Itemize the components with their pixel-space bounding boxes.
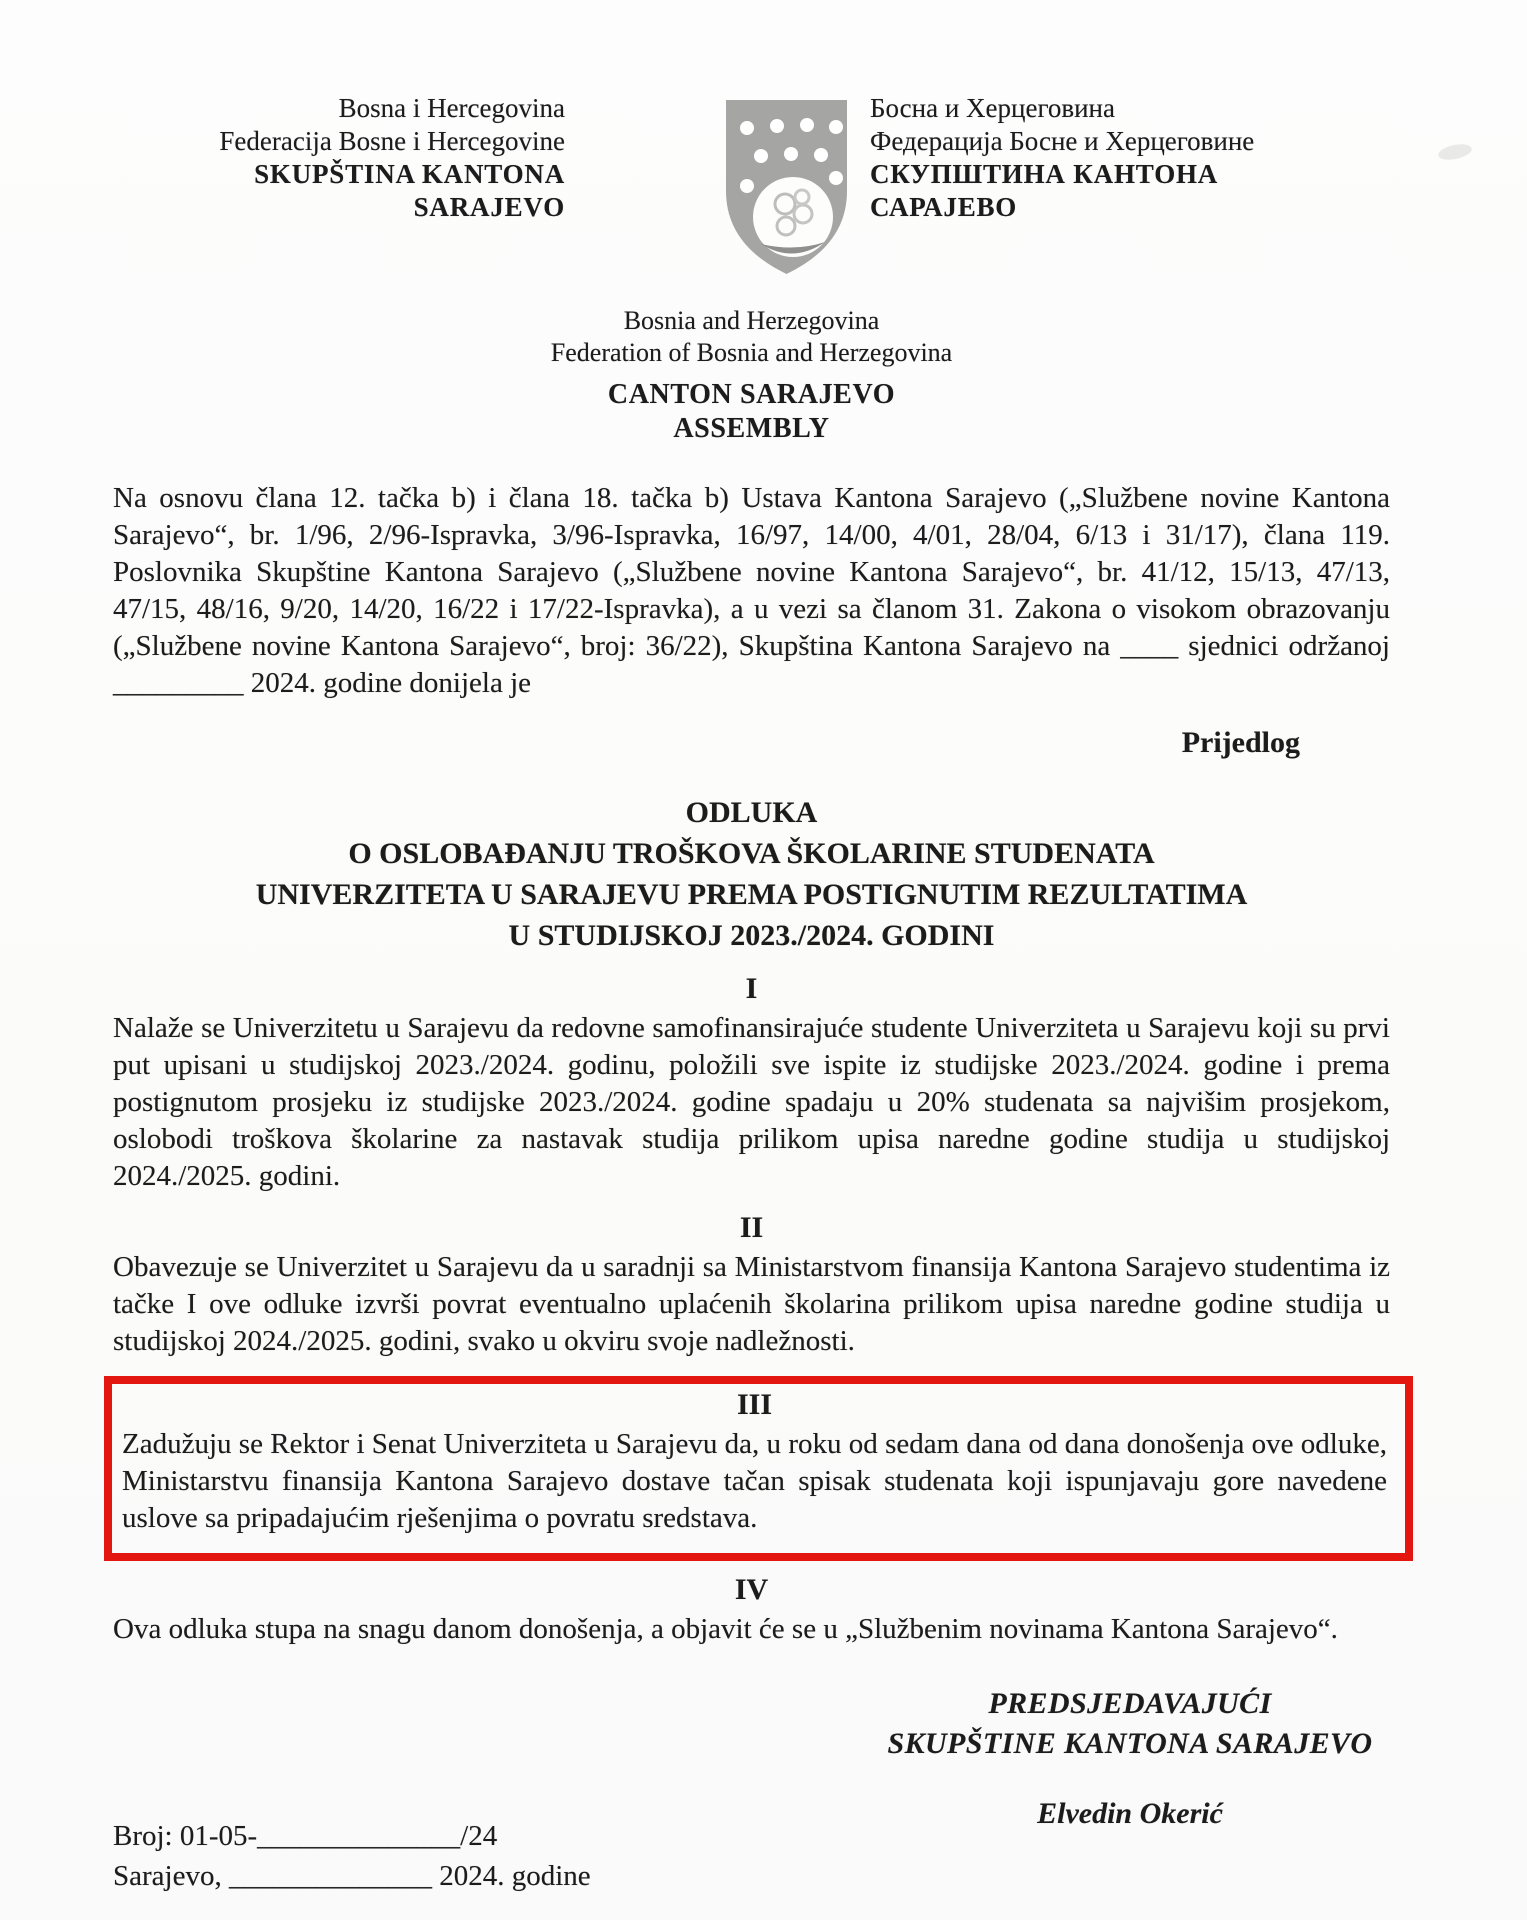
letterhead-left-line: Federacija Bosne i Hercegovine	[219, 126, 565, 156]
signature-name: Elvedin Okerić	[1037, 1797, 1223, 1830]
letterhead	[113, 92, 1390, 281]
proposal-label: Prijedlog	[1181, 726, 1300, 759]
section-paragraph-i: Nalaže se Univerzitetu u Sarajevu da redovne samofinansirajuće studente Univerziteta u Sarajevu koji su prvi put upisani u studijskoj 2023./2024. godinu, položili sve ispite iz studijske 2023./2024. godine i prema postignutom prosjeku iz studijske 2023./2024. godine spadaju u 20% studenata sa najvišim prosjekom, oslobodi troškova školarine za nastavak studija prilikom upisa naredne godine studija u studijskoj 2024./2025. godini.	[113, 1012, 1390, 1192]
section-numeral-ii: II	[739, 1211, 764, 1244]
signature-block	[850, 1684, 1410, 1834]
signature-role-line: PREDSJEDAVAJUĆI	[988, 1687, 1272, 1720]
letterhead-left-block	[113, 92, 565, 224]
section-paragraph-ii: Obavezuje se Univerzitet u Sarajevu da u saradnji sa Ministarstvom finansija Kantona Sarajevo studentima iz tačke I ove odluke izvrši povrat eventualno uplaćenih školarina prilikom upisa naredne godine studija u studijskoj 2024./2025. godini, svako u okviru svoje nadležnosti.	[113, 1251, 1390, 1357]
section-numeral-iii: III	[736, 1388, 773, 1421]
decision-title-line: UNIVERZITETA U SARAJEVU PREMA POSTIGNUTIM REZULTATIMA	[255, 878, 1248, 911]
signature-role-line: SKUPŠTINE KANTONA SARAJEVO	[887, 1727, 1373, 1760]
footer-number-line: Broj: 01-05-______________/24	[113, 1820, 498, 1852]
letterhead-right-block	[870, 92, 1390, 224]
footer-place-line: Sarajevo, ______________ 2024. godine	[113, 1860, 591, 1892]
letterhead-left-line: Bosna i Hercegovina	[338, 93, 565, 123]
letterhead-right-line: САРАЈЕВО	[870, 192, 1018, 222]
section-paragraph-iii: Zadužuju se Rektor i Senat Univerziteta u Sarajevu da, u roku od sedam dana od dana donošenja ove odluke, Ministarstvu finansija Kantona Sarajevo dostave tačan spisak studenata koji ispunjavaju gore navedene uslove sa pripadajućim rješenjima o povratu sredstava.	[122, 1428, 1387, 1534]
section-paragraph-iv: Ova odluka stupa na snagu danom donošenja, a objavit će se u „Službenim novinama Kantona Sarajevo“.	[113, 1613, 1338, 1645]
preamble-paragraph: Na osnovu člana 12. tačka b) i člana 18. tačka b) Ustava Kantona Sarajevo („Službene novine Kantona Sarajevo“, br. 1/96, 2/96-Ispravka, 3/96-Ispravka, 16/97, 14/00, 4/01, 28/04, 6/13 i 31/17), člana 119. Poslovnika Skupštine Kantona Sarajevo („Službene novine Kantona Sarajevo“, br. 41/12, 15/13, 47/13, 47/15, 48/16, 9/20, 14/20, 16/22 i 17/22-Ispravka), a u vezi sa članom 31. Zakona o visokom obrazovanju („Službene novine Kantona Sarajevo“, broj: 36/22), Skupština Kantona Sarajevo na ____ sjednici održanoj _________ 2024. godine donijela je	[113, 482, 1390, 699]
letterhead-assembly-block	[113, 378, 1390, 446]
letterhead-english-block	[113, 305, 1390, 369]
red-highlight-box	[104, 1376, 1413, 1561]
letterhead-english-line: Bosnia and Herzegovina	[623, 306, 880, 335]
footer-block	[113, 1816, 591, 1896]
letterhead-right-line: СКУПШТИНА КАНТОНА	[870, 159, 1219, 189]
decision-title-line: U STUDIJSKOJ 2023./2024. GODINI	[508, 919, 995, 952]
decision-title-line: O OSLOBAĐANJU TROŠKOVA ŠKOLARINE STUDENATA	[348, 837, 1155, 870]
scan-smudge-artifact	[1437, 142, 1473, 163]
letterhead-assembly-line: CANTON SARAJEVO	[607, 379, 896, 410]
coat-of-arms-icon	[723, 98, 850, 281]
section-numeral-iv: IV	[734, 1573, 769, 1606]
decision-title-line: ODLUKA	[685, 796, 818, 829]
letterhead-left-line: SARAJEVO	[413, 192, 565, 222]
section-numeral-i: I	[745, 972, 758, 1005]
letterhead-right-line: Босна и Херцеговина	[870, 93, 1115, 123]
letterhead-left-line: SKUPŠTINA KANTONA	[254, 159, 565, 189]
letterhead-right-line: Федерација Босне и Херцеговине	[870, 126, 1255, 156]
decision-title	[113, 792, 1390, 956]
letterhead-assembly-line: ASSEMBLY	[673, 413, 830, 444]
letterhead-english-line: Federation of Bosnia and Herzegovina	[550, 338, 953, 367]
